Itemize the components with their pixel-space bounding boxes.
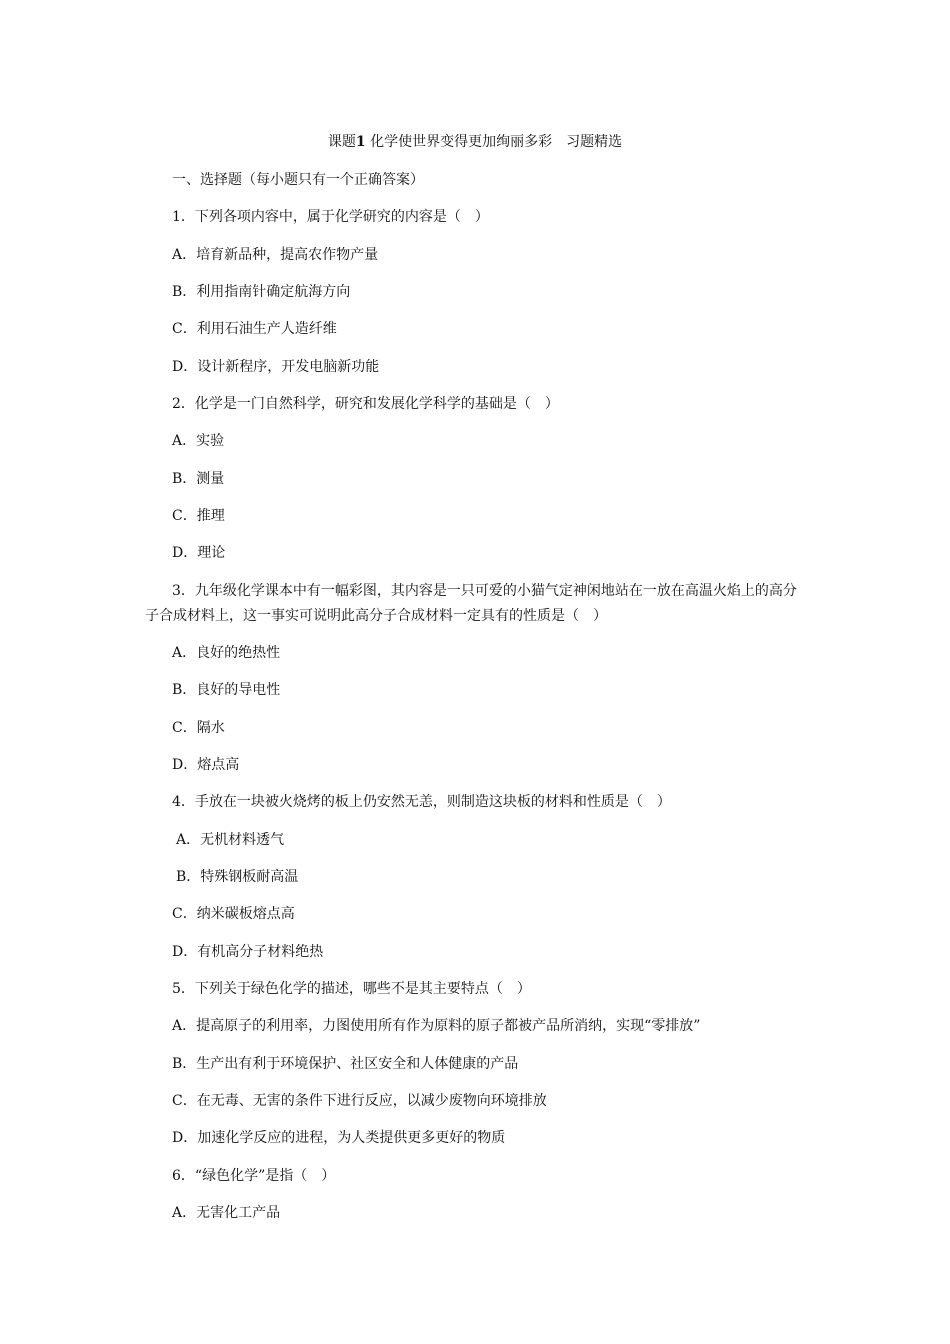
question-4-option-d: D．有机高分子材料绝热 (172, 944, 324, 960)
question-1-option-c: C．利用石油生产人造纤维 (172, 321, 337, 337)
question-1-option-a: A．培育新品种，提高农作物产量 (172, 247, 379, 263)
question-4-option-a: A．无机材料透气 (176, 832, 285, 848)
question-3-option-a: A．良好的绝热性 (172, 645, 281, 661)
question-2-option-c: C．推理 (172, 508, 225, 524)
question-4-option-c: C．纳米碳板熔点高 (172, 906, 295, 922)
question-5-option-b: B．生产出有利于环境保护、社区安全和人体健康的产品 (172, 1056, 519, 1072)
title-rest: 化学使世界变得更加绚丽多彩 习题精选 (365, 134, 623, 150)
question-2-option-d: D．理论 (172, 545, 226, 561)
title-prefix: 课题 (327, 134, 356, 150)
question-3-stem-line-2: 子合成材料上，这一事实可说明此高分子合成材料一定具有的性质是（ ） (145, 608, 607, 624)
question-5-option-a: A．提高原子的利用率，力图使用所有作为原料的原子都被产品所消纳，实现“零排放” (172, 1018, 701, 1034)
question-1-stem: 1．下列各项内容中，属于化学研究的内容是（ ） (172, 209, 489, 225)
question-5-option-c: C．在无毒、无害的条件下进行反应，以减少废物向环境排放 (172, 1093, 547, 1109)
question-3-option-d: D．熔点高 (172, 757, 240, 773)
question-4-stem: 4．手放在一块被火烧烤的板上仍安然无恙，则制造这块板的材料和性质是（ ） (172, 794, 671, 810)
question-3-stem-line-1: 3．九年级化学课本中有一幅彩图，其内容是一只可爱的小猫气定神闲地站在一放在高温火焰上的高分 (172, 583, 797, 599)
question-5-option-d: D．加速化学反应的进程，为人类提供更多更好的物质 (172, 1130, 506, 1146)
question-3-option-c: C．隔水 (172, 720, 225, 736)
question-6-stem: 6．“绿色化学”是指（ ） (172, 1168, 336, 1184)
question-4-option-b: B．特殊钢板耐高温 (176, 869, 299, 885)
section-heading: 一、选择题（每小题只有一个正确答案） (172, 172, 424, 188)
question-1-option-b: B．利用指南针确定航海方向 (172, 284, 351, 300)
question-1-option-d: D．设计新程序，开发电脑新功能 (172, 359, 380, 375)
question-5-stem: 5．下列关于绿色化学的描述，哪些不是其主要特点（ ） (172, 981, 531, 997)
question-2-option-b: B．测量 (172, 471, 225, 487)
question-2-stem: 2．化学是一门自然科学，研究和发展化学科学的基础是（ ） (172, 396, 559, 412)
title-number: 1 (355, 134, 366, 150)
question-2-option-a: A．实验 (172, 433, 225, 449)
question-6-option-a: A．无害化工产品 (172, 1205, 281, 1221)
question-3-option-b: B．良好的导电性 (172, 682, 281, 698)
page-title (0, 133, 950, 151)
